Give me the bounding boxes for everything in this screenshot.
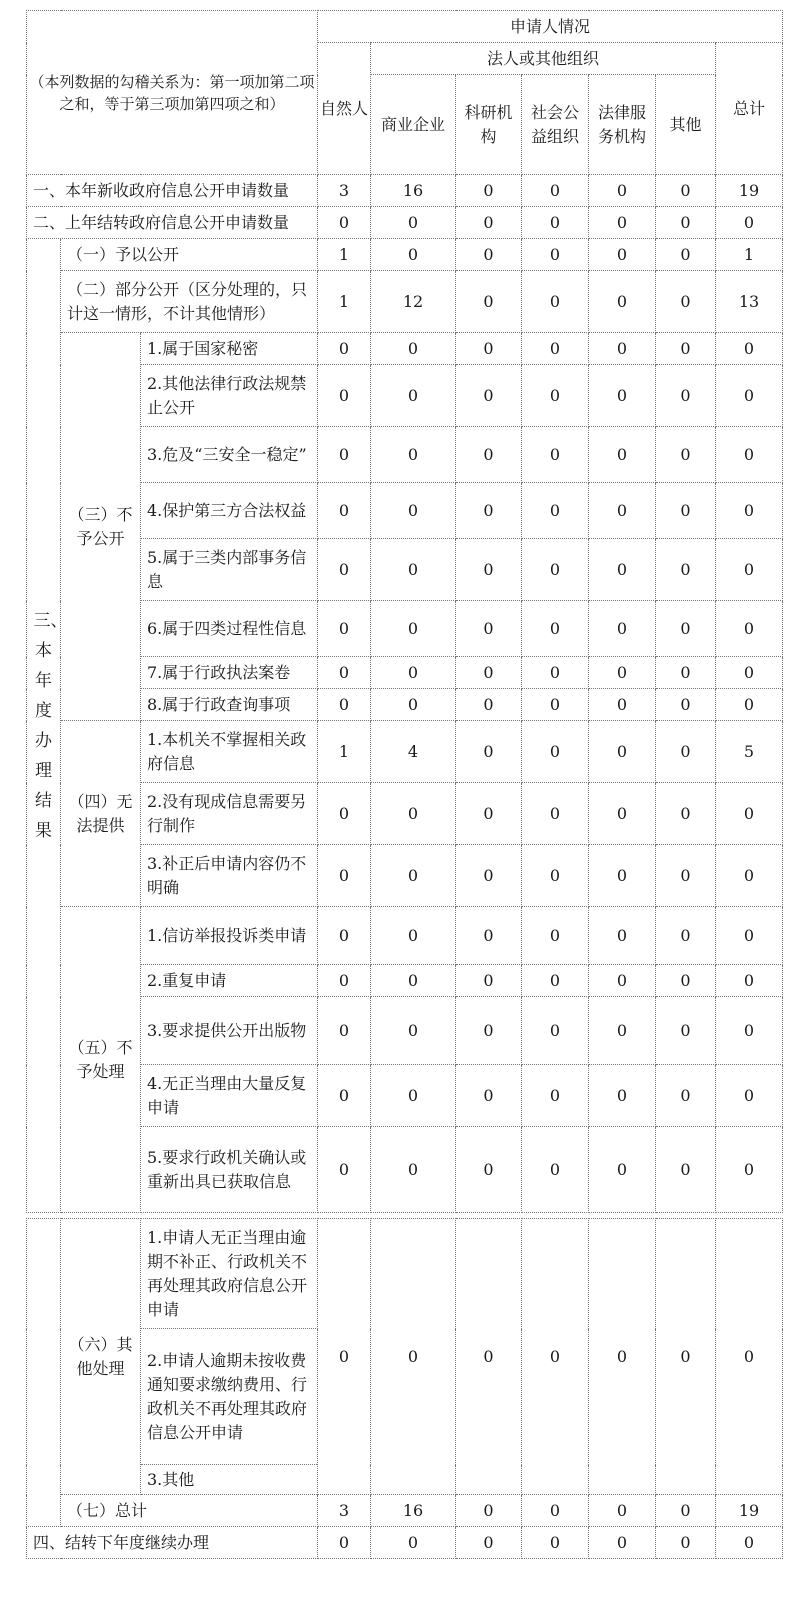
cell: 0	[318, 539, 371, 601]
cell: 0	[371, 239, 456, 271]
cell: 0	[522, 1527, 589, 1559]
cell: 0	[656, 1127, 716, 1213]
cell: 0	[589, 1127, 656, 1213]
cell: 3	[318, 175, 371, 207]
table-row	[27, 239, 783, 271]
cell: 19	[716, 175, 783, 207]
cell: 0	[456, 1527, 522, 1559]
cell: 0	[371, 907, 456, 965]
row-label: 2.申请人逾期未按收费通知要求缴纳费用、行政机关不再处理其政府信息公开申请	[141, 1329, 318, 1465]
table-row	[27, 365, 783, 427]
table-row	[27, 1527, 783, 1559]
cell: 0	[318, 689, 371, 721]
table-row	[27, 271, 783, 333]
row-label: 2.其他法律行政法规禁止公开	[141, 365, 318, 427]
col-public-welfare: 社会公益组织	[522, 75, 589, 175]
cell: 0	[656, 1065, 716, 1127]
cell: 0	[589, 483, 656, 539]
row-label: 4.保护第三方合法权益	[141, 483, 318, 539]
cell: 19	[716, 1495, 783, 1527]
cell: 0	[371, 1065, 456, 1127]
cell: 0	[522, 427, 589, 483]
cell: 0	[656, 365, 716, 427]
group-6-label: （六）其他处理	[61, 1219, 141, 1495]
cell: 0	[522, 1127, 589, 1213]
cell: 0	[589, 239, 656, 271]
cell: 0	[318, 657, 371, 689]
cell: 0	[589, 997, 656, 1065]
section-3-continued	[27, 1219, 61, 1527]
header-note: （本列数据的勾稽关系为：第一项加第二项之和，等于第三项加第四项之和）	[27, 11, 318, 175]
table-row	[27, 689, 783, 721]
row-label: 3.补正后申请内容仍不明确	[141, 845, 318, 907]
cell: 0	[589, 333, 656, 365]
cell: 0	[318, 997, 371, 1065]
row-label: 8.属于行政查询事项	[141, 689, 318, 721]
cell: 0	[589, 845, 656, 907]
section-3-label: 三、本年度办理结果	[27, 239, 61, 1213]
cell: 0	[522, 689, 589, 721]
cell: 0	[656, 239, 716, 271]
cell: 0	[371, 539, 456, 601]
cell: 0	[716, 965, 783, 997]
cell: 0	[456, 239, 522, 271]
cell: 0	[456, 1495, 522, 1527]
cell: 0	[716, 365, 783, 427]
cell: 0	[456, 721, 522, 783]
col-research: 科研机构	[456, 75, 522, 175]
cell: 0	[716, 997, 783, 1065]
cell: 0	[716, 1527, 783, 1559]
cell: 0	[318, 483, 371, 539]
cell: 4	[371, 721, 456, 783]
cell: 0	[716, 689, 783, 721]
group-5-label: （五）不予处理	[61, 907, 141, 1213]
cell: 0	[371, 1219, 456, 1495]
cell: 0	[589, 965, 656, 997]
row-label: 2.没有现成信息需要另行制作	[141, 783, 318, 845]
table-row	[27, 845, 783, 907]
cell: 0	[716, 1065, 783, 1127]
cell: 0	[656, 1527, 716, 1559]
cell: 0	[318, 907, 371, 965]
table-row	[27, 427, 783, 483]
cell: 0	[522, 907, 589, 965]
cell: 0	[456, 427, 522, 483]
row-label: 5.属于三类内部事务信息	[141, 539, 318, 601]
cell: 0	[522, 1065, 589, 1127]
cell: 16	[371, 175, 456, 207]
cell: 0	[318, 1527, 371, 1559]
cell: 0	[456, 365, 522, 427]
cell: 0	[716, 907, 783, 965]
row-label: 1.本机关不掌握相关政府信息	[141, 721, 318, 783]
cell: 0	[716, 1219, 783, 1495]
cell: 0	[456, 175, 522, 207]
cell: 0	[371, 483, 456, 539]
cell: 0	[589, 1495, 656, 1527]
cell: 0	[656, 1219, 716, 1495]
cell: 0	[589, 721, 656, 783]
cell: 0	[656, 965, 716, 997]
cell: 0	[456, 965, 522, 997]
cell: 0	[456, 539, 522, 601]
cell: 0	[589, 1065, 656, 1127]
header-applicant: 申请人情况	[318, 11, 783, 43]
cell: 0	[522, 601, 589, 657]
cell: 0	[456, 783, 522, 845]
col-commercial: 商业企业	[371, 75, 456, 175]
row-label: 3.危及“三安全一稳定”	[141, 427, 318, 483]
cell: 0	[522, 1495, 589, 1527]
table-row	[27, 1219, 783, 1329]
cell: 0	[589, 689, 656, 721]
cell: 0	[318, 1065, 371, 1127]
cell: 0	[522, 333, 589, 365]
cell: 0	[318, 1127, 371, 1213]
row-label: 2.重复申请	[141, 965, 318, 997]
cell: 0	[371, 207, 456, 239]
cell: 0	[456, 1219, 522, 1495]
cell: 0	[522, 175, 589, 207]
cell: 0	[656, 207, 716, 239]
cell: 0	[371, 427, 456, 483]
cell: 0	[656, 783, 716, 845]
table-row	[27, 721, 783, 783]
cell: 0	[589, 539, 656, 601]
table-row	[27, 783, 783, 845]
table-row	[27, 907, 783, 965]
cell: 0	[456, 207, 522, 239]
row-label: 7.属于行政执法案卷	[141, 657, 318, 689]
row-label: （一）予以公开	[61, 239, 318, 271]
cell: 0	[456, 1127, 522, 1213]
cell: 0	[656, 601, 716, 657]
cell: 0	[456, 907, 522, 965]
row-label: 4.无正当理由大量反复申请	[141, 1065, 318, 1127]
cell: 0	[716, 427, 783, 483]
cell: 0	[589, 207, 656, 239]
cell: 0	[522, 483, 589, 539]
cell: 12	[371, 271, 456, 333]
cell: 0	[522, 845, 589, 907]
cell: 0	[456, 1065, 522, 1127]
cell: 0	[656, 721, 716, 783]
table-row	[27, 333, 783, 365]
cell: 0	[318, 333, 371, 365]
cell: 0	[589, 907, 656, 965]
cell: 0	[656, 175, 716, 207]
cell: 0	[589, 1219, 656, 1495]
cell: 0	[371, 783, 456, 845]
row-label: 二、上年结转政府信息公开申请数量	[27, 207, 318, 239]
cell: 0	[656, 907, 716, 965]
cell: 0	[716, 333, 783, 365]
cell: 0	[522, 965, 589, 997]
col-natural-person: 自然人	[318, 43, 371, 175]
cell: 3	[318, 1495, 371, 1527]
cell: 0	[318, 1219, 371, 1495]
cell: 0	[456, 845, 522, 907]
cell: 0	[656, 271, 716, 333]
cell: 0	[456, 601, 522, 657]
col-other: 其他	[656, 75, 716, 175]
table-row	[27, 207, 783, 239]
row-label: 6.属于四类过程性信息	[141, 601, 318, 657]
cell: 0	[589, 601, 656, 657]
cell: 0	[522, 997, 589, 1065]
table-row	[27, 965, 783, 997]
cell: 0	[371, 333, 456, 365]
cell: 0	[716, 601, 783, 657]
cell: 0	[318, 601, 371, 657]
cell: 5	[716, 721, 783, 783]
cell: 1	[716, 239, 783, 271]
table-row	[27, 1065, 783, 1127]
group-3-label: （三）不予公开	[61, 333, 141, 721]
cell: 0	[371, 689, 456, 721]
applications-table-part1	[26, 10, 783, 1213]
cell: 0	[371, 1527, 456, 1559]
cell: 0	[656, 657, 716, 689]
cell: 0	[456, 997, 522, 1065]
cell: 0	[318, 365, 371, 427]
cell: 0	[371, 845, 456, 907]
cell: 0	[522, 539, 589, 601]
cell: 0	[371, 601, 456, 657]
cell: 0	[456, 333, 522, 365]
cell: 13	[716, 271, 783, 333]
cell: 0	[522, 365, 589, 427]
applications-table-part2	[26, 1218, 783, 1559]
cell: 0	[656, 1495, 716, 1527]
cell: 0	[656, 483, 716, 539]
row-label: 1.申请人无正当理由逾期不补正、行政机关不再处理其政府信息公开申请	[141, 1219, 318, 1329]
cell: 0	[318, 427, 371, 483]
header-legal-group: 法人或其他组织	[371, 43, 716, 75]
cell: 0	[716, 539, 783, 601]
row-label: 一、本年新收政府信息公开申请数量	[27, 175, 318, 207]
cell: 0	[589, 783, 656, 845]
table-row	[27, 997, 783, 1065]
cell: 0	[318, 965, 371, 997]
cell: 0	[656, 539, 716, 601]
cell: 0	[456, 657, 522, 689]
cell: 0	[522, 271, 589, 333]
row-label: 3.要求提供公开出版物	[141, 997, 318, 1065]
cell: 0	[716, 657, 783, 689]
cell: 0	[522, 721, 589, 783]
cell: 0	[656, 845, 716, 907]
cell: 16	[371, 1495, 456, 1527]
cell: 0	[371, 965, 456, 997]
cell: 1	[318, 271, 371, 333]
cell: 0	[589, 175, 656, 207]
cell: 0	[589, 271, 656, 333]
cell: 0	[589, 427, 656, 483]
cell: 0	[371, 657, 456, 689]
cell: 0	[716, 483, 783, 539]
col-legal-service: 法律服务机构	[589, 75, 656, 175]
cell: 0	[456, 271, 522, 333]
row-label: 1.信访举报投诉类申请	[141, 907, 318, 965]
table-row	[27, 1127, 783, 1213]
cell: 0	[716, 207, 783, 239]
cell: 0	[589, 657, 656, 689]
cell: 0	[589, 1527, 656, 1559]
cell: 0	[318, 845, 371, 907]
cell: 0	[656, 333, 716, 365]
cell: 0	[589, 365, 656, 427]
cell: 0	[716, 845, 783, 907]
row-label: 1.属于国家秘密	[141, 333, 318, 365]
cell: 0	[522, 207, 589, 239]
cell: 0	[522, 1219, 589, 1495]
cell: 0	[456, 689, 522, 721]
cell: 0	[656, 689, 716, 721]
cell: 0	[522, 783, 589, 845]
cell: 1	[318, 239, 371, 271]
table-row	[27, 601, 783, 657]
cell: 0	[716, 783, 783, 845]
row-label: 3.其他	[141, 1465, 318, 1495]
cell: 1	[318, 721, 371, 783]
cell: 0	[656, 997, 716, 1065]
table-row	[27, 657, 783, 689]
cell: 0	[318, 207, 371, 239]
cell: 0	[716, 1127, 783, 1213]
row-label: 四、结转下年度继续办理	[27, 1527, 318, 1559]
group-4-label: （四）无法提供	[61, 721, 141, 907]
cell: 0	[656, 427, 716, 483]
cell: 0	[456, 483, 522, 539]
row-label: （七）总计	[61, 1495, 318, 1527]
table-row	[27, 483, 783, 539]
row-label: （二）部分公开（区分处理的，只计这一情形，不计其他情形）	[61, 271, 318, 333]
table-row	[27, 539, 783, 601]
cell: 0	[318, 783, 371, 845]
cell: 0	[371, 365, 456, 427]
cell: 0	[371, 1127, 456, 1213]
table-row	[27, 175, 783, 207]
row-label: 5.要求行政机关确认或重新出具已获取信息	[141, 1127, 318, 1213]
cell: 0	[371, 997, 456, 1065]
cell: 0	[522, 657, 589, 689]
table-row	[27, 1495, 783, 1527]
col-total: 总计	[716, 43, 783, 175]
cell: 0	[522, 239, 589, 271]
